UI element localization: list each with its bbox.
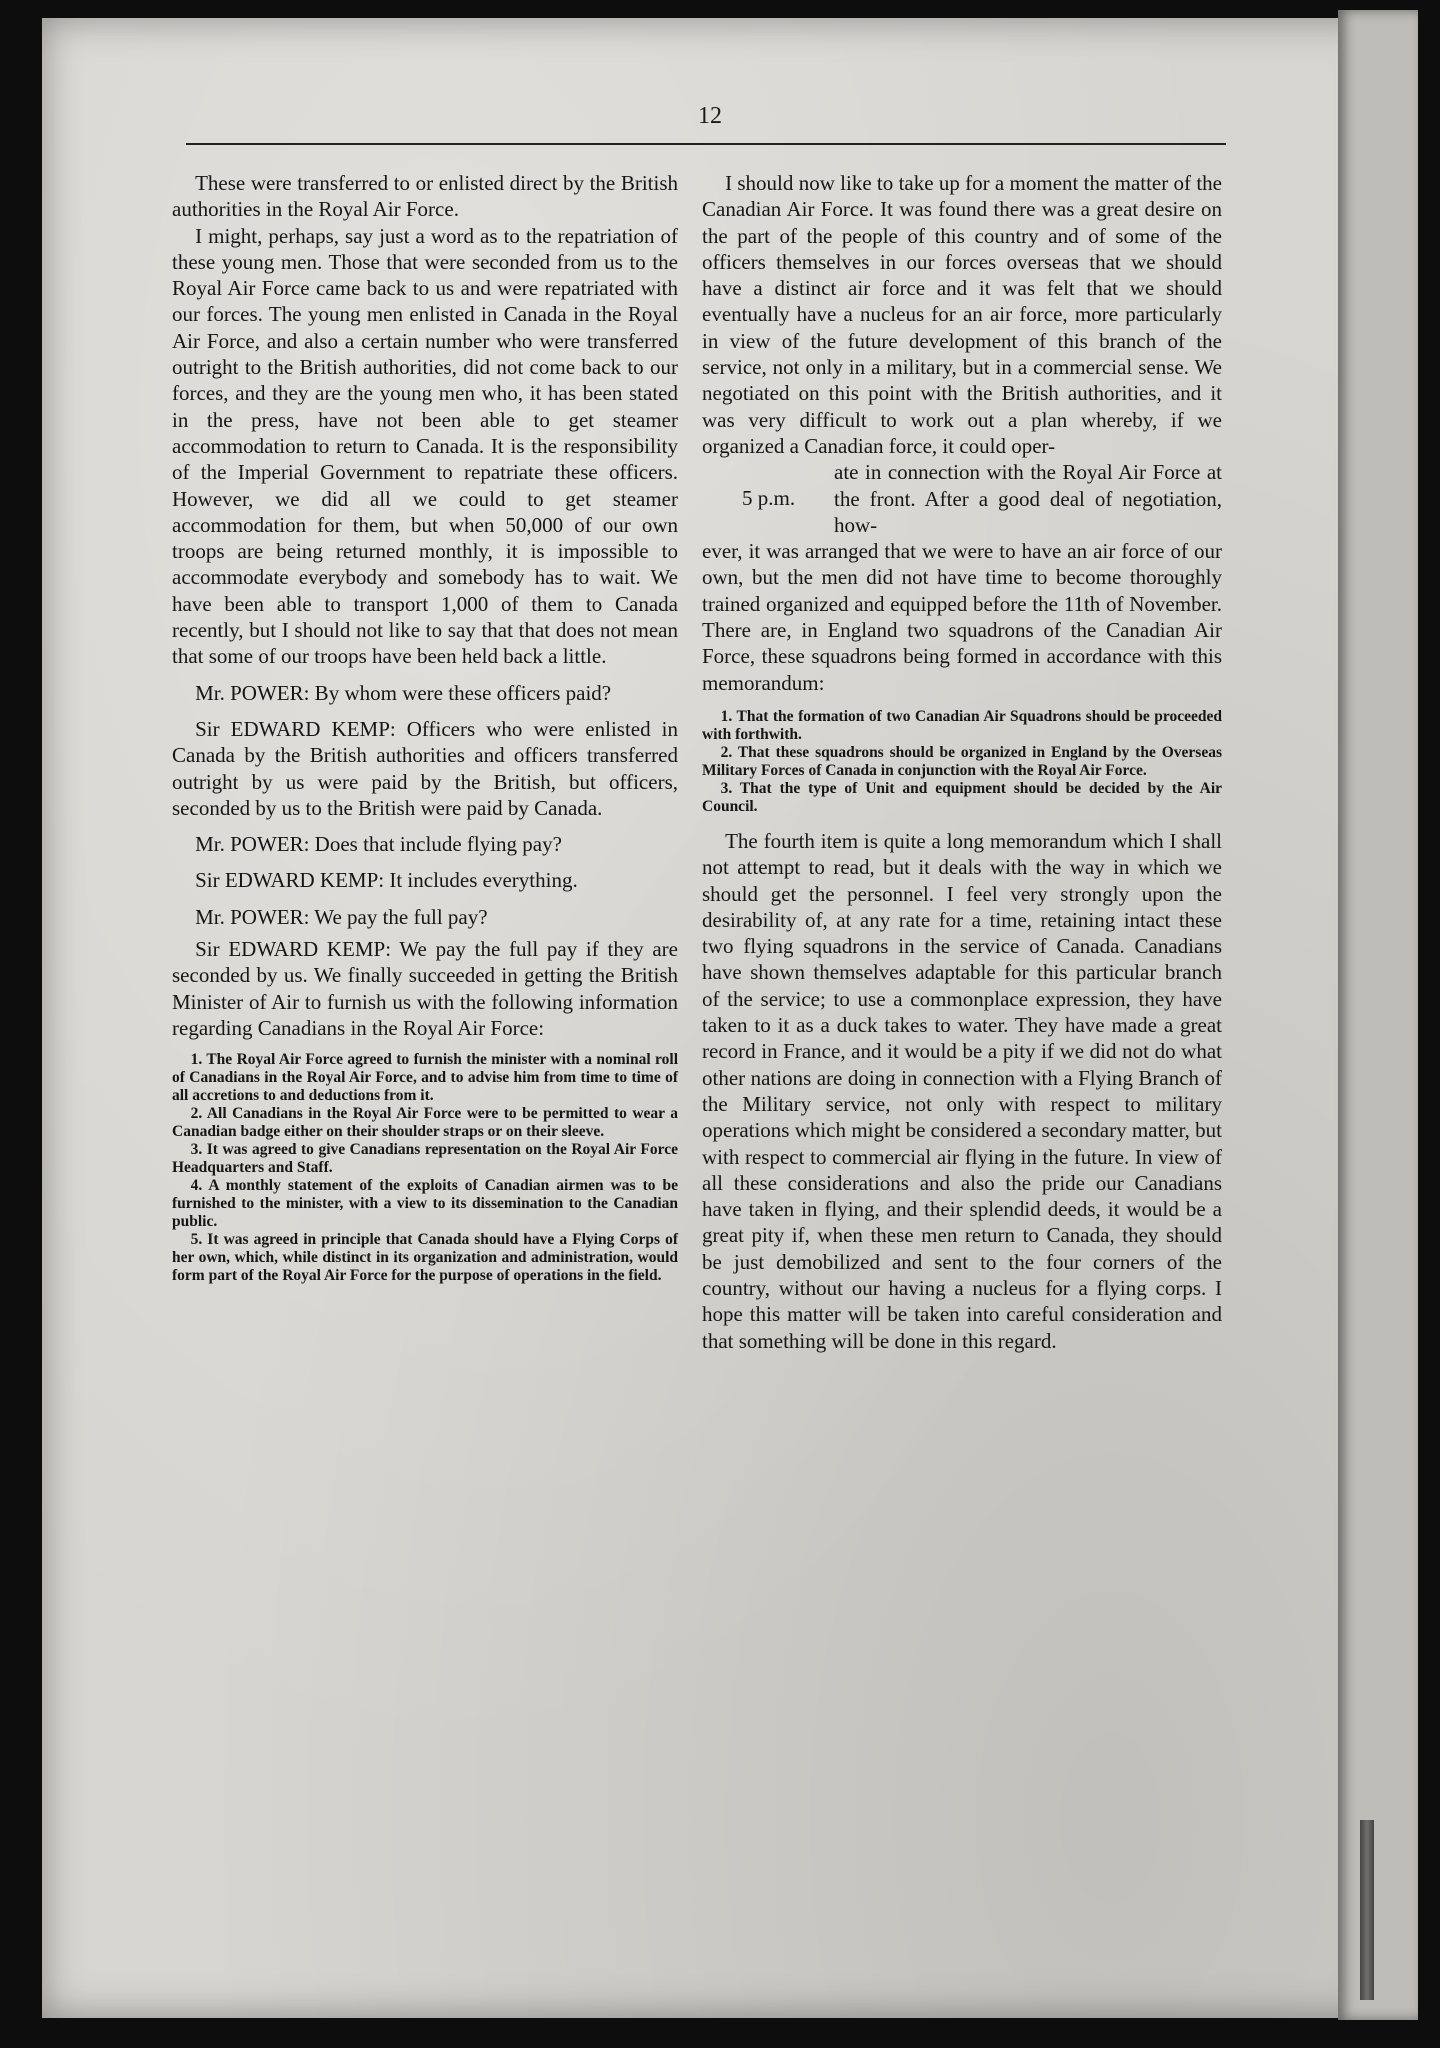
speaker-line: Mr. POWER: Does that include flying pay? bbox=[195, 832, 562, 857]
paragraph-continuation: ever, it was arranged that we were to have an air force of our own, but the men did not have time to become thoroughly trained organized and equipped before the 11th of November. There are, in England two squadrons of the Canadian Air Force, these squadrons being formed in accordance with this memorandum: bbox=[702, 539, 1222, 695]
memo-item: 5. It was agreed in principle that Canada should have a Flying Corps of her own, which, while distinct in its organization and administration, would form part of the Royal Air Force for the purpose of operations in the field. bbox=[172, 1231, 678, 1285]
paragraph: The fourth item is quite a long memorandum which I shall not attempt to read, but it deals with the way in which we should get the personnel. I feel very strongly upon the desirability of, at any rate for a time, retaining intact these two flying squadrons in the service of Canada. Canadians have shown themselves adaptable for this particular branch of the service; to use a commonplace expression, they have taken to it as a duck takes to water. They have made a great record in France, and it would be a pity if we did not do what other nations are doing in connection with a Flying Branch of the Military service, not only with respect to military operations which might be considered a secondary matter, but with respect to commercial air flying in the future. In view of all these considerations and also the pride our Canadians have taken in flying, and their splendid deeds, it would be a great pity if, when these men return to Canada, they should be just demobilized and sent to the four corners of the country, without our having a nucleus for a flying corps. I hope this matter will be taken into careful consideration and that something will be done in this regard. bbox=[702, 828, 1222, 1353]
left-column bbox=[172, 170, 678, 1285]
binding-mark bbox=[1360, 1820, 1374, 2000]
paragraph-continuation: ate in connection with the Royal Air Force at the front. After a good deal of negotiation, how- bbox=[834, 460, 1222, 537]
header-rule bbox=[186, 143, 1226, 145]
paragraph: I might, perhaps, say just a word as to the repatriation of these young men. Those that were seconded from us to the Royal Air Force came back to us and were repatriated with our forces. The young men enlisted in Canada in the Royal Air Force, and also a certain number who were transferred outright to the British authorities, did not come back to our forces, and they are the young men who, it has been stated in the press, have not been able to get steamer accommodation to return to Canada. It is the responsibility of the Imperial Government to repatriate these officers. However, we did all we could to get steamer accommodation for them, but when 50,000 of our own troops are being returned monthly, it is impossible to accommodate everybody and somebody has to wait. We have been able to transport 1,000 of them to Canada recently, but I should not like to say that that does not mean that some of our troops have been held back a little. bbox=[172, 223, 678, 669]
speaker-line: Mr. POWER: By whom were these officers paid? bbox=[195, 680, 612, 705]
paragraph: I should now like to take up for a moment the matter of the Canadian Air Force. It was found there was a great desire on the part of the people of this country and of some of the officers themselves in our forces overseas that we should have a distinct air force and it was felt that we should eventually have a nucleus for an air force, more particularly in view of the future development of this branch of the service, not only in a military, but in a commercial sense. We negotiated on this point with the British authorities, and it was very difficult to work out a plan whereby, if we organized a Canadian force, it could oper- bbox=[702, 171, 1222, 458]
speaker-line: Sir EDWARD KEMP: It includes everything. bbox=[195, 868, 578, 893]
margin-text bbox=[834, 459, 1222, 538]
page-number: 12 bbox=[698, 103, 722, 129]
paragraph: These were transferred to or enlisted direct by the British authorities in the Royal Air Force. bbox=[172, 171, 678, 222]
memo-item: 1. The Royal Air Force agreed to furnish the minister with a nominal roll of Canadians in the Royal Air Force, and to advise him from time to time of all accretions to and deductions from it. bbox=[172, 1051, 678, 1105]
memo-item: 2. That these squadrons should be organized in England by the Overseas Military Forces of Canada in conjunction with the Royal Air Force. bbox=[702, 743, 1222, 779]
speaker-line: Sir EDWARD KEMP: We pay the full pay if they are seconded by us. We finally succeeded in getting the British Minister of Air to furnish us with the following information regarding Canadians in the Royal Air Force: bbox=[172, 937, 678, 1040]
memo-item: 2. All Canadians in the Royal Air Force were to be permitted to wear a Canadian badge either on their shoulder straps or on their sleeve. bbox=[172, 1105, 678, 1141]
memo-item: 3. It was agreed to give Canadians representation on the Royal Air Force Headquarters and Staff. bbox=[172, 1141, 678, 1177]
memo-item: 1. That the formation of two Canadian Air Squadrons should be proceeded with forthwith. bbox=[702, 707, 1222, 743]
margin-note-block bbox=[702, 459, 1222, 538]
speaker-line: Mr. POWER: We pay the full pay? bbox=[195, 904, 488, 929]
memo-item: 3. That the type of Unit and equipment should be decided by the Air Council. bbox=[702, 779, 1222, 815]
adjacent-page-edge bbox=[1338, 10, 1418, 2020]
margin-time: 5 p.m. bbox=[742, 486, 796, 511]
speaker-line: Sir EDWARD KEMP: Officers who were enlisted in Canada by the British authorities and officers transferred outright by us were paid by the British, but officers, seconded by us to the British were paid by Canada. bbox=[172, 716, 678, 820]
right-column bbox=[702, 170, 1222, 1354]
memo-item: 4. A monthly statement of the exploits of Canadian airmen was to be furnished to the minister, with a view to its dissemination to the Canadian public. bbox=[172, 1177, 678, 1231]
